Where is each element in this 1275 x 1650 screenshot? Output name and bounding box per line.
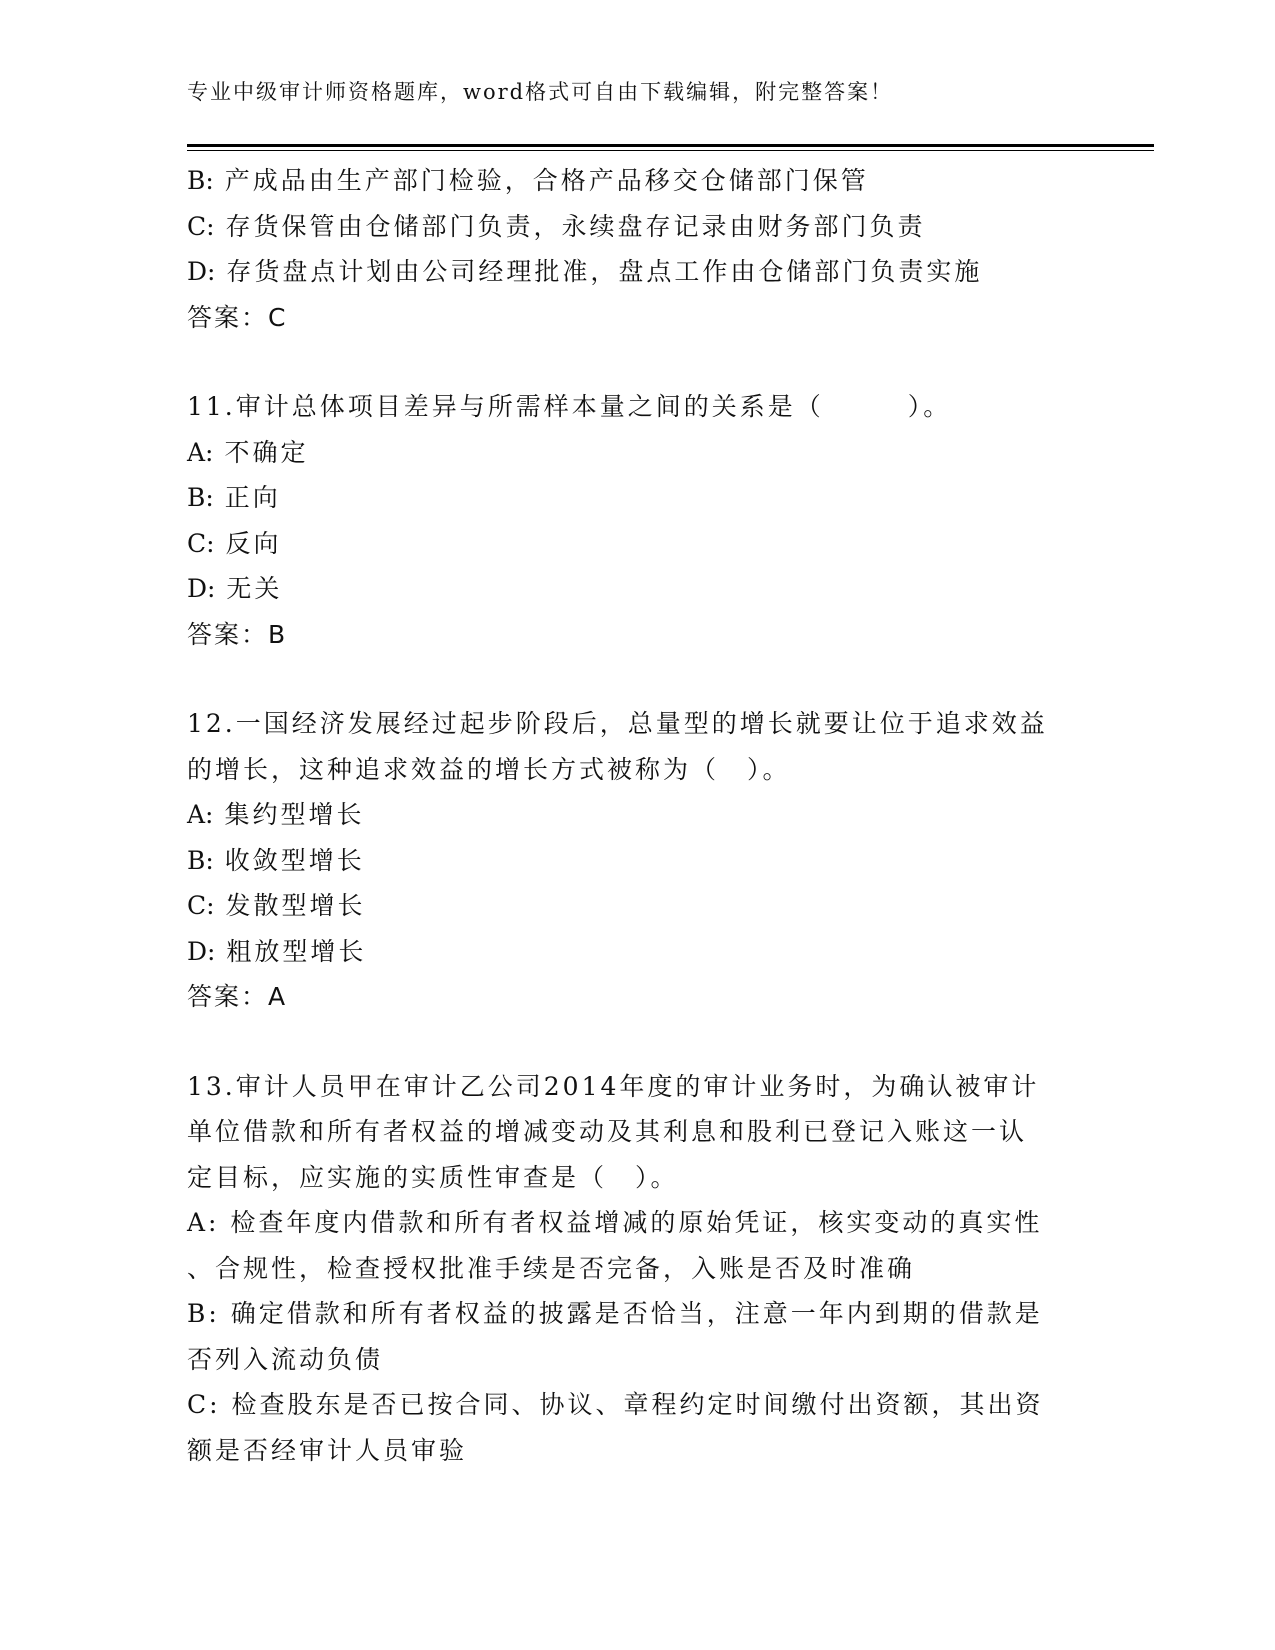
question-content bbox=[187, 158, 1087, 1473]
option-text: 发散型增长 bbox=[225, 891, 366, 920]
question-13 bbox=[187, 1064, 1087, 1474]
spacer bbox=[187, 657, 1087, 701]
question-stem-line: 12.一国经济发展经过起步阶段后，总量型的增长就要让位于追求效益 bbox=[187, 709, 1048, 738]
question-stem-line: 单位借款和所有者权益的增减变动及其利息和股利已登记入账这一认 bbox=[187, 1117, 1028, 1146]
option-text: 粗放型增长 bbox=[226, 936, 367, 966]
option-label: A: bbox=[187, 800, 214, 829]
option-text: 反向 bbox=[225, 528, 282, 558]
option-text: 存货盘点计划由公司经理批准，盘点工作由仓储部门负责实施 bbox=[226, 257, 983, 286]
option-line bbox=[187, 792, 1087, 838]
option-label: B: bbox=[187, 845, 214, 875]
option-label: C: bbox=[187, 211, 215, 241]
option-text: 存货保管由仓储部门负责，永续盘存记录由财务部门负责 bbox=[225, 211, 926, 241]
option-line bbox=[187, 521, 1087, 567]
option-text: 不确定 bbox=[224, 437, 309, 467]
question-stem-line: 13.审计人员甲在审计乙公司2014年度的审计业务时，为确认被审计 bbox=[187, 1071, 1040, 1101]
option-text: 集约型增长 bbox=[224, 800, 365, 829]
option-text: 正向 bbox=[224, 483, 281, 512]
option-label: D: bbox=[187, 574, 216, 603]
question-stem: 11.审计总体项目差异与所需样本量之间的关系是（ ）。 bbox=[187, 392, 952, 421]
spacer bbox=[187, 340, 1087, 384]
option-line bbox=[187, 430, 1087, 476]
option-line bbox=[187, 566, 1087, 612]
prev-question-options bbox=[187, 158, 1087, 340]
spacer bbox=[187, 1020, 1087, 1064]
option-label: A: bbox=[187, 437, 214, 467]
option-line bbox=[187, 475, 1087, 521]
option-line: C: 检查股东是否已按合同、协议、章程约定时间缴付出资额，其出资 bbox=[187, 1390, 1044, 1419]
option-label: C: bbox=[187, 891, 215, 920]
option-label: C: bbox=[187, 528, 215, 558]
option-label: B: bbox=[187, 483, 214, 512]
option-line: 、合规性，检查授权批准手续是否完备，入账是否及时准确 bbox=[187, 1253, 916, 1283]
question-stem-line: 定目标，应实施的实质性审查是（ ）。 bbox=[187, 1162, 679, 1192]
answer-line: 答案：A bbox=[187, 982, 288, 1011]
header-rule-thick bbox=[187, 144, 1154, 147]
answer-line: 答案：B bbox=[187, 619, 288, 649]
answer-line: 答案：C bbox=[187, 302, 288, 332]
option-text: 产成品由生产部门检验，合格产品移交仓储部门保管 bbox=[224, 166, 869, 195]
option-label: D: bbox=[187, 936, 216, 966]
page-header: 专业中级审计师资格题库，word格式可自由下载编辑，附完整答案！ bbox=[187, 80, 894, 104]
option-text: 无关 bbox=[226, 574, 283, 603]
option-line bbox=[187, 838, 1087, 884]
option-line: 否列入流动负债 bbox=[187, 1344, 384, 1374]
question-12 bbox=[187, 701, 1087, 1020]
option-line: 额是否经审计人员审验 bbox=[187, 1435, 468, 1465]
option-line bbox=[187, 883, 1087, 929]
option-line: B: 确定借款和所有者权益的披露是否恰当，注意一年内到期的借款是 bbox=[187, 1299, 1043, 1328]
option-line bbox=[187, 158, 1087, 204]
option-line bbox=[187, 204, 1087, 250]
option-line bbox=[187, 929, 1087, 975]
option-line: A: 检查年度内借款和所有者权益增减的原始凭证，核实变动的真实性 bbox=[187, 1208, 1043, 1237]
option-label: D: bbox=[187, 257, 216, 286]
option-text: 收敛型增长 bbox=[224, 845, 365, 875]
question-11 bbox=[187, 384, 1087, 657]
option-label: B: bbox=[187, 166, 214, 195]
header-rule-thin bbox=[187, 150, 1154, 151]
option-line bbox=[187, 249, 1087, 295]
question-stem-line: 的增长，这种追求效益的增长方式被称为（ ）。 bbox=[187, 754, 791, 784]
